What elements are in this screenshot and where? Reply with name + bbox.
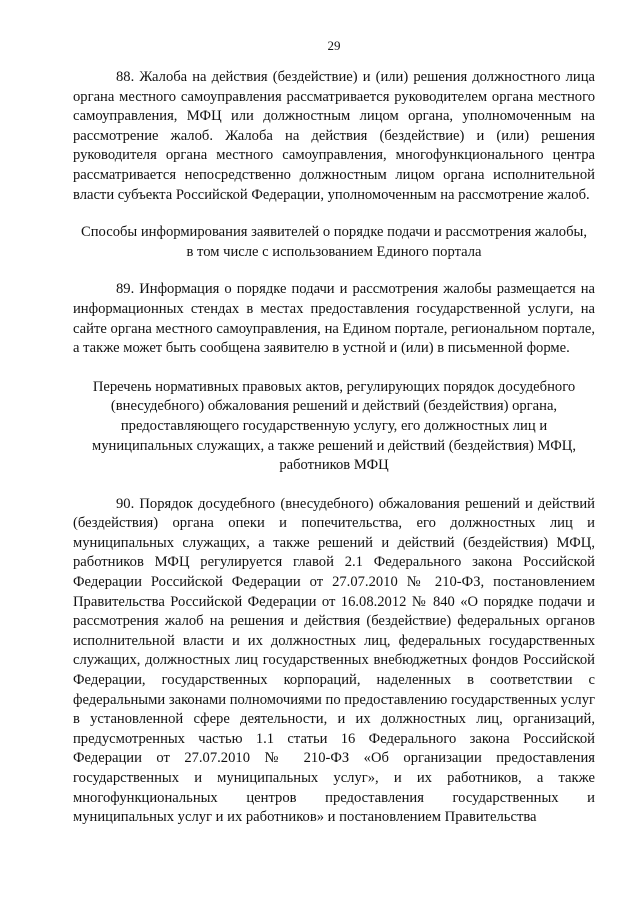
section-heading-informing: Способы информирования заявителей о порядке подачи и рассмотрения жалобы, в том числе с использованием Единого портала <box>81 224 587 260</box>
paragraph-88: 88. Жалоба на действия (бездействие) и (или) решения должностного лица органа местного самоуправления рассматривается руководителем органа местного самоуправления, МФЦ или должностным лицом органа, уполномоченным на рассмотрение жалоб. Жалоба на действия (бездействие) и (или) решения руководителя органа местного самоуправления, многофункционального центра рассматривается непосредственно должностным лицом органа исполнительной власти субъекта Российской Федерации, уполномоченным на рассмотрение жалоб. <box>73 69 595 203</box>
paragraph-89: 89. Информация о порядке подачи и рассмотрения жалобы размещается на информационных стендах в местах предоставления государственной услуги, на сайте органа местного самоуправления, на Едином портале, региональном портале, а также может быть сообщена заявителю в устной и (или) в письменной форме. <box>73 281 595 357</box>
page-number: 29 <box>327 38 341 53</box>
paragraph-90: 90. Порядок досудебного (внесудебного) обжалования решений и действий (бездействия) органа опеки и попечительства, его должностных лиц и муниципальных служащих, а также решений и действий (бездействия) МФЦ, работников МФЦ регулируется главой 2.1 Федерального закона Российской Федерации Российской Федерации от 27.07.2010 № 210-ФЗ, постановлением Правительства Российской Федерации от 16.08.2012 № 840 «О порядке подачи и рассмотрения жалоб на решения и действия (бездействие) федеральных органов исполнительной власти и их должностных лиц, федеральных государственных служащих, должностных лиц государственных внебюджетных фондов Российской Федерации, государственных корпораций, наделенных в соответствии с федеральными законами полномочиями по предоставлению государственных услуг в установленной сфере деятельности, и их должностных лиц, организаций, предусмотренных частью 1.1 статьи 16 Федерального закона Российской Федерации от 27.07.2010 № 210-ФЗ «Об организации предоставления государственных и муниципальных услуг», и их работников, а также многофункциональных центров предоставления государственных и муниципальных услуг и их работников» и постановлением Правительства <box>73 495 595 826</box>
section-heading-legal-acts: Перечень нормативных правовых актов, регулирующих порядок досудебного (внесудебного) обжалования решений и действий (бездействия) органа, предоставляющего государственную услугу, его должностных лиц и муниципальных служащих, а также решений и действий (бездействия) МФЦ, работников МФЦ <box>91 378 576 474</box>
